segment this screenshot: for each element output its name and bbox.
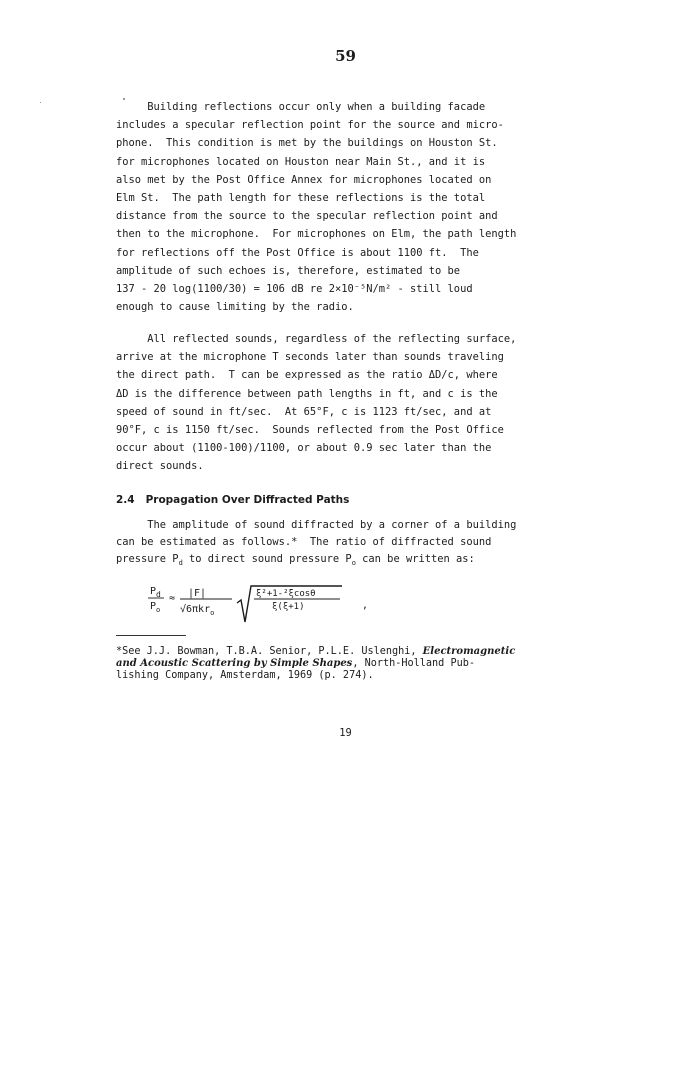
scan-speck bbox=[40, 102, 41, 103]
text-line bbox=[116, 553, 475, 566]
text-line: also met by the Post Office Annex for microphones located on bbox=[116, 173, 492, 186]
section-heading: 2.4 Propagation Over Diffracted Paths bbox=[116, 494, 350, 506]
text-span: can be written as: bbox=[355, 553, 475, 565]
footnote-rule bbox=[116, 635, 186, 636]
fraction-denominator: √6πkr$_o$ bbox=[180, 604, 215, 617]
subscript: o bbox=[351, 559, 356, 568]
italic-title: Electromagnetic bbox=[422, 646, 516, 657]
text-line: the direct path. T can be expressed as the ratio ΔD/c, where bbox=[116, 369, 498, 382]
trailing-comma: , bbox=[362, 600, 369, 611]
text-line: 90°F, c is 1150 ft/sec. Sounds reflected from the Post Office bbox=[116, 424, 504, 436]
text-line: speed of sound in ft/sec. At 65°F, c is 1123 ft/sec, and at bbox=[116, 405, 492, 418]
text-line: distance from the source to the specular reflection point and bbox=[116, 210, 498, 223]
text-line: enough to cause limiting by the radio. bbox=[116, 301, 354, 314]
text-line: ΔD is the difference between path lengths in ft, and c is the bbox=[116, 387, 498, 400]
text-span: , North-Holland Pub- bbox=[352, 658, 475, 669]
text-line: 137 - 20 log(1100/30) = 106 dB re 2×10⁻⁵N/m² - still loud bbox=[116, 283, 473, 295]
fraction-numerator: |F| bbox=[188, 588, 207, 599]
text-line: amplitude of such echoes is, therefore, estimated to be bbox=[116, 264, 461, 277]
diffraction-ratio-formula bbox=[144, 582, 384, 624]
subscript: d bbox=[178, 559, 183, 568]
text-line: includes a specular reflection point for the source and micro- bbox=[116, 119, 504, 132]
text-line: then to the microphone. For microphones on Elm, the path length bbox=[116, 228, 517, 241]
text-line: The amplitude of sound diffracted by a corner of a building bbox=[116, 519, 517, 531]
radicand-denominator: ξ(ξ+1) bbox=[272, 602, 305, 612]
text-line: direct sounds. bbox=[116, 460, 204, 473]
formula-lhs-denominator: $P_o$ bbox=[150, 601, 161, 614]
footnote-line bbox=[116, 646, 515, 658]
text-line: can be estimated as follows.* The ratio of diffracted sound bbox=[116, 536, 492, 548]
text-line: arrive at the microphone T seconds later than sounds traveling bbox=[116, 351, 504, 364]
page-number: 19 bbox=[339, 727, 352, 739]
text-line: phone. This condition is met by the buildings on Houston St. bbox=[116, 137, 498, 150]
text-line: occur about (1100-100)/1100, or about 0.9 sec later than the bbox=[116, 442, 492, 455]
footnote-line bbox=[116, 658, 475, 670]
text-line: for reflections off the Post Office is about 1100 ft. The bbox=[116, 246, 479, 259]
text-line: All reflected sounds, regardless of the reflecting surface, bbox=[116, 333, 517, 345]
approx-sign: ≈ bbox=[169, 593, 176, 604]
archive-page-number: 59 bbox=[335, 47, 356, 65]
formula-lhs-numerator: $P_d$ bbox=[150, 586, 161, 599]
text-line: Elm St. The path length for these reflections is the total bbox=[116, 192, 486, 204]
scan-speck bbox=[123, 98, 125, 100]
radicand-numerator: ξ²+1-²ξcosθ bbox=[256, 589, 316, 599]
text-span: pressure P bbox=[116, 553, 179, 565]
footnote-line: lishing Company, Amsterdam, 1969 (p. 274). bbox=[116, 670, 374, 681]
italic-title: and Acoustic Scattering by Simple Shapes bbox=[116, 658, 353, 669]
text-line: Building reflections occur only when a building facade bbox=[116, 101, 486, 113]
text-span: *See J.J. Bowman, T.B.A. Senior, P.L.E. Uslenghi, bbox=[116, 646, 423, 657]
text-line: for microphones located on Houston near Main St., and it is bbox=[116, 155, 486, 168]
text-span: to direct sound pressure P bbox=[182, 553, 352, 565]
